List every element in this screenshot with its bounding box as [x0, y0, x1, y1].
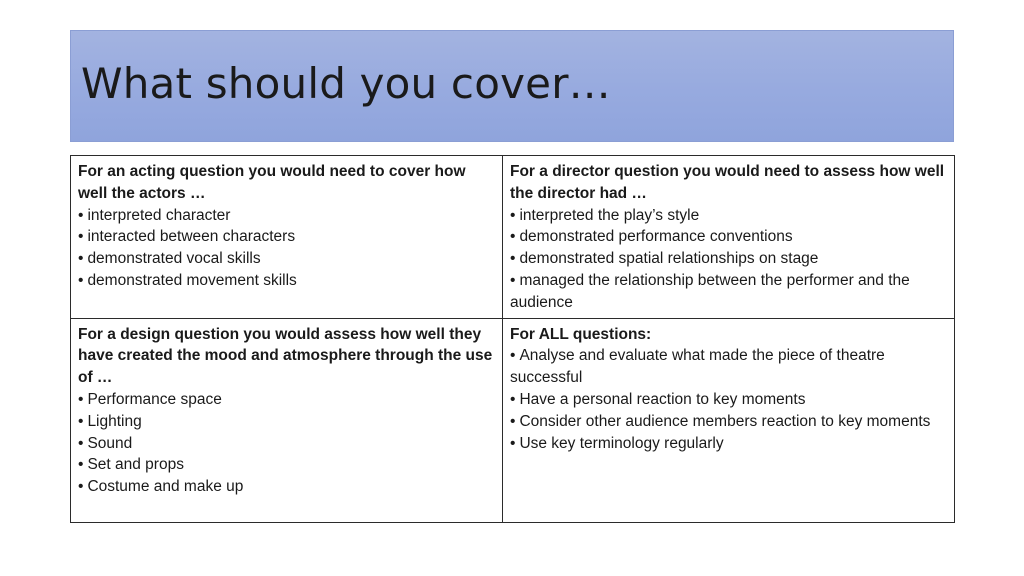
director-list: [510, 205, 946, 314]
list-item: • interpreted the play’s style: [510, 205, 946, 227]
list-item: • Use key terminology regularly: [510, 433, 946, 455]
title-bar: [70, 30, 954, 142]
all-questions-heading: For ALL questions:: [510, 325, 652, 343]
director-cell: [503, 156, 955, 319]
director-heading: For a director question you would need to assess how well the director had …: [510, 163, 945, 202]
all-questions-cell: [503, 318, 955, 522]
acting-cell: [71, 156, 503, 319]
list-item: • Set and props: [78, 454, 494, 476]
list-item: • Performance space: [78, 389, 494, 411]
list-item: • managed the relationship between the performer and the audience: [510, 270, 946, 314]
list-item: • Sound: [78, 433, 494, 455]
acting-heading: For an acting question you would need to cover how well the actors …: [78, 163, 466, 202]
list-item: • Lighting: [78, 411, 494, 433]
list-item: • Costume and make up: [78, 476, 494, 498]
list-item: • demonstrated spatial relationships on stage: [510, 248, 946, 270]
table-row: [71, 318, 955, 522]
design-heading: For a design question you would assess how well they have created the mood and atmosphere through the use of …: [78, 325, 493, 387]
table-row: [71, 156, 955, 319]
list-item: • interpreted character: [78, 205, 494, 227]
design-cell: [71, 318, 503, 522]
list-item: • demonstrated performance conventions: [510, 226, 946, 248]
list-item: • demonstrated vocal skills: [78, 248, 494, 270]
slide-title: What should you cover…: [81, 59, 611, 108]
list-item: • Analyse and evaluate what made the piece of theatre successful: [510, 345, 946, 389]
list-item: • Consider other audience members reaction to key moments: [510, 411, 946, 433]
all-questions-list: [510, 345, 946, 454]
list-item: • Have a personal reaction to key moments: [510, 389, 946, 411]
list-item: • demonstrated movement skills: [78, 270, 494, 292]
coverage-table: [70, 155, 955, 523]
acting-list: [78, 205, 494, 292]
design-list: [78, 389, 494, 498]
list-item: • interacted between characters: [78, 226, 494, 248]
